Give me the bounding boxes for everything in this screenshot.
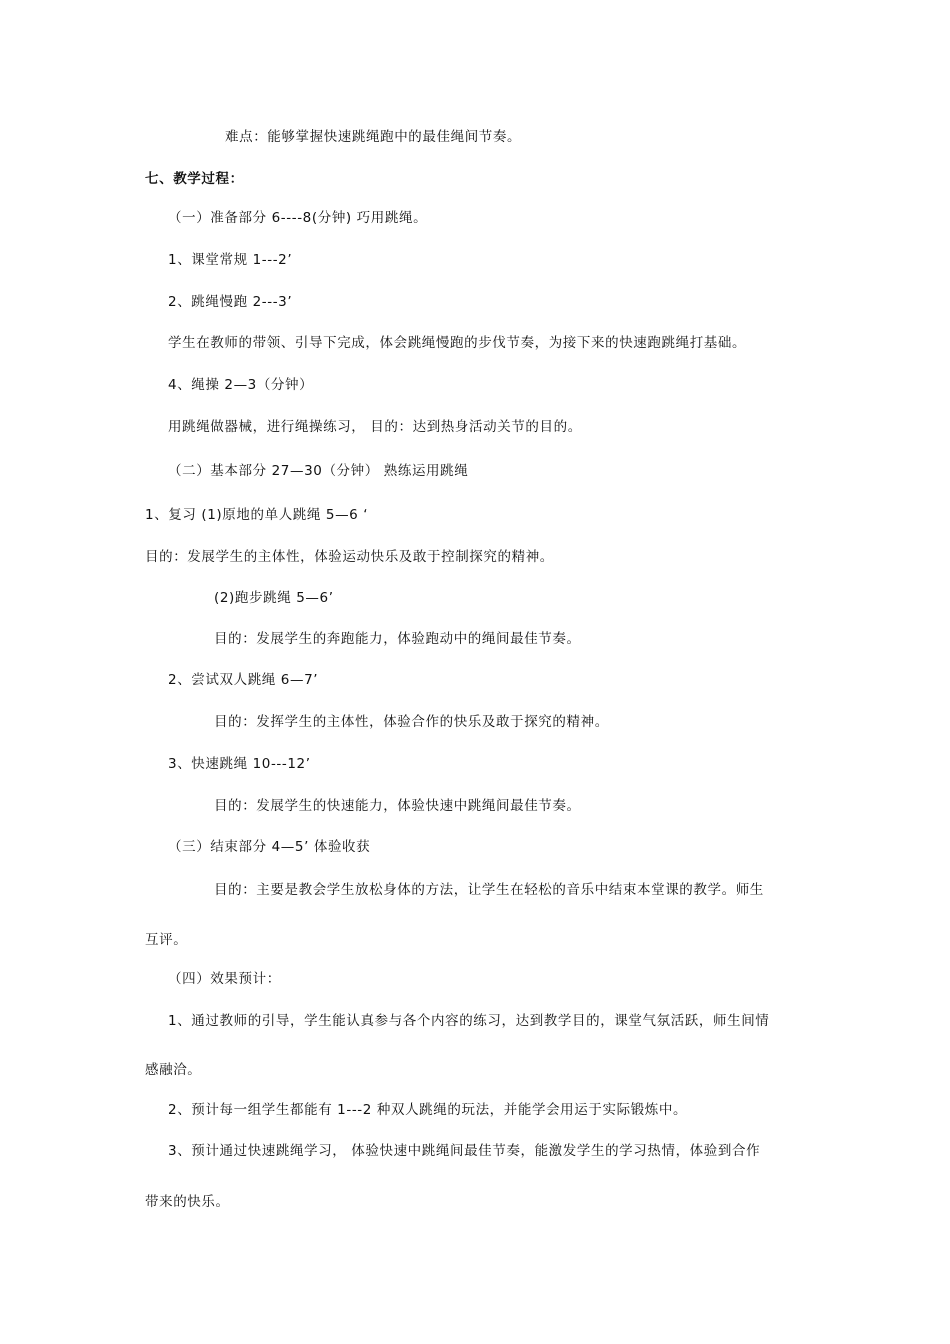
item-running-rope: (2)跑步跳绳 5—6’ bbox=[214, 590, 334, 606]
item-review: 1、复习 (1)原地的单人跳绳 5—6 ‘ bbox=[145, 507, 369, 523]
section-heading-teaching-process: 七、教学过程： bbox=[145, 171, 244, 187]
difficulty-line: 难点：能够掌握快速跳绳跑中的最佳绳间节奏。 bbox=[225, 129, 522, 145]
paragraph-slow-jog: 学生在教师的带领、引导下完成，体会跳绳慢跑的步伐节奏，为接下来的快速跑跳绳打基础。 bbox=[168, 335, 747, 351]
effect-1-cont: 感融洽。 bbox=[145, 1062, 202, 1078]
purpose-ending-cont: 互评。 bbox=[145, 932, 188, 948]
purpose-running-rope: 目的：发展学生的奔跑能力，体验跑动中的绳间最佳节奏。 bbox=[214, 631, 581, 647]
purpose-ending: 目的：主要是教会学生放松身体的方法，让学生在轻松的音乐中结束本堂课的教学。师生 bbox=[214, 882, 764, 898]
subsection-basic: （二）基本部分 27—30（分钟） 熟练运用跳绳 bbox=[168, 463, 469, 479]
subsection-expected-effect: （四）效果预计： bbox=[168, 971, 281, 987]
item-slow-jog-rope: 2、跳绳慢跑 2---3’ bbox=[168, 294, 293, 310]
purpose-double-rope: 目的：发挥学生的主体性，体验合作的快乐及敢于探究的精神。 bbox=[214, 714, 609, 730]
purpose-fast-rope: 目的：发展学生的快速能力，体验快速中跳绳间最佳节奏。 bbox=[214, 798, 581, 814]
effect-2: 2、预计每一组学生都能有 1---2 种双人跳绳的玩法，并能学会用运于实际锻炼中。 bbox=[168, 1102, 688, 1118]
item-fast-rope: 3、快速跳绳 10---12’ bbox=[168, 756, 311, 772]
paragraph-rope-exercise: 用跳绳做器械，进行绳操练习， 目的：达到热身活动关节的目的。 bbox=[168, 419, 582, 435]
effect-1: 1、通过教师的引导，学生能认真参与各个内容的练习，达到教学目的，课堂气氛活跃，师生间情 bbox=[168, 1013, 770, 1029]
effect-3: 3、预计通过快速跳绳学习， 体验快速中跳绳间最佳节奏，能激发学生的学习热情，体验到合作 bbox=[168, 1143, 761, 1159]
purpose-review: 目的：发展学生的主体性，体验运动快乐及敢于控制探究的精神。 bbox=[145, 549, 554, 565]
item-double-rope: 2、尝试双人跳绳 6—7’ bbox=[168, 672, 319, 688]
item-rope-exercise: 4、绳操 2—3（分钟） bbox=[168, 377, 314, 393]
subsection-preparation: （一）准备部分 6----8(分钟) 巧用跳绳。 bbox=[168, 210, 428, 226]
item-class-routine: 1、课堂常规 1---2’ bbox=[168, 252, 293, 268]
subsection-ending: （三）结束部分 4—5’ 体验收获 bbox=[168, 839, 371, 855]
effect-3-cont: 带来的快乐。 bbox=[145, 1194, 230, 1210]
